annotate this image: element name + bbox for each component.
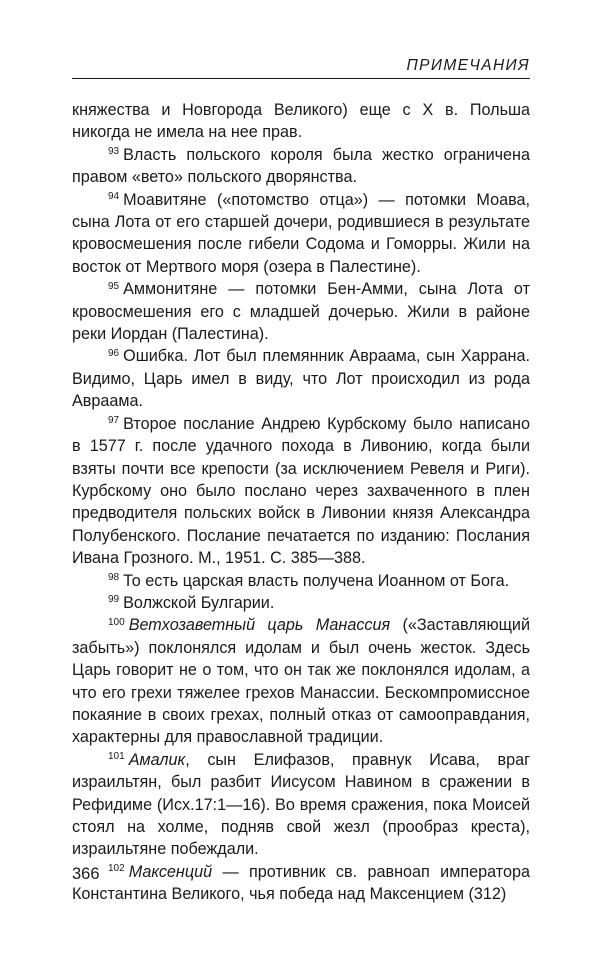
note-text: Моавитяне («потомство отца») — потомки Моава, сына Лота от его старшей дочери, родившиеся в результате кровосмешения после гибели Содома и Гоморры. Жили на восток от Мертвого моря (озера в Палестине). [72,190,530,276]
note-italic-term: Амалик [128,750,186,769]
note-text: — противник св. равноап императора Константина Великого, чья победа над Максенцием (312) [72,862,530,904]
running-head-title: ПРИМЕЧАНИЯ [406,57,530,74]
note-number: 99 [108,594,120,606]
note-text: Ошибка. Лот был племянник Авраама, сын Харрана. Видимо, Царь имел в виду, что Лот происходил из рода Авраама. [72,347,530,411]
note-102 [72,861,530,906]
note-96 [72,345,530,412]
page-number: 366 [72,865,100,883]
note-95 [72,278,530,345]
note-number: 96 [108,347,120,359]
header-rule [72,78,530,79]
note-text: То есть царская власть получена Иоанном от Бога. [123,571,510,590]
note-text: Власть польского короля была жестко ограничена правом «вето» польского дворянства. [72,145,530,187]
note-italic-term: Ветхозаветный царь Манассия [128,616,391,635]
note-continuation [72,99,530,144]
notes-body [72,99,530,906]
note-93 [72,144,530,189]
note-number: 93 [108,146,120,158]
note-number: 101 [108,751,125,763]
note-italic-term: Максенций [128,862,213,881]
note-number: 97 [108,415,120,427]
note-number: 95 [108,280,120,292]
note-number: 102 [108,863,125,875]
note-94 [72,189,530,279]
note-text: Волжской Булгарии. [123,593,275,612]
note-number: 98 [108,572,120,584]
note-text: Аммонитяне — потомки Бен-Амми, сына Лота от кровосмешения его с младшей дочерью. Жили в районе реки Иордан (Палестина). [72,280,530,344]
note-98 [72,570,530,592]
note-text: («Заставляющий забыть») поклонялся идолам и был очень жесток. Здесь Царь говорит не о том, что он так же поклонялся идолам, а что его грехи тяжелее грехов Манассии. Бескомпромиссное покаяние в своих грехах, полный отказ от самооправдания, характерны для православной традиции. [72,616,530,747]
note-text: Второе послание Андрею Курбскому было написано в 1577 г. после удачного похода в Ливонию, когда были взяты почти все крепости (за исключением Ревеля и Риги). Курбскому оно было послано через захваченного в плен предводителя польских войск в Ливонии князя Александра Полубенского. Послание печатается по изданию: Послания Ивана Грозного. М., 1951. С. 385—388. [72,414,530,568]
note-100 [72,614,530,748]
note-number: 94 [108,191,120,203]
note-97 [72,413,530,570]
note-101 [72,749,530,861]
note-99 [72,592,530,614]
note-number: 100 [108,616,125,628]
note-text: , сын Елифазов, правнук Исава, враг израильтян, был разбит Иисусом Навином в сражении в Рефидиме (Исх.17:1—16). Во время сражения, пока Моисей стоял на холме, подняв свой жезл (прообраз креста), израильтяне побеждали. [72,750,530,859]
note-text: княжества и Новгорода Великого) еще с X в. Польша никогда не имела на нее прав. [72,101,530,142]
